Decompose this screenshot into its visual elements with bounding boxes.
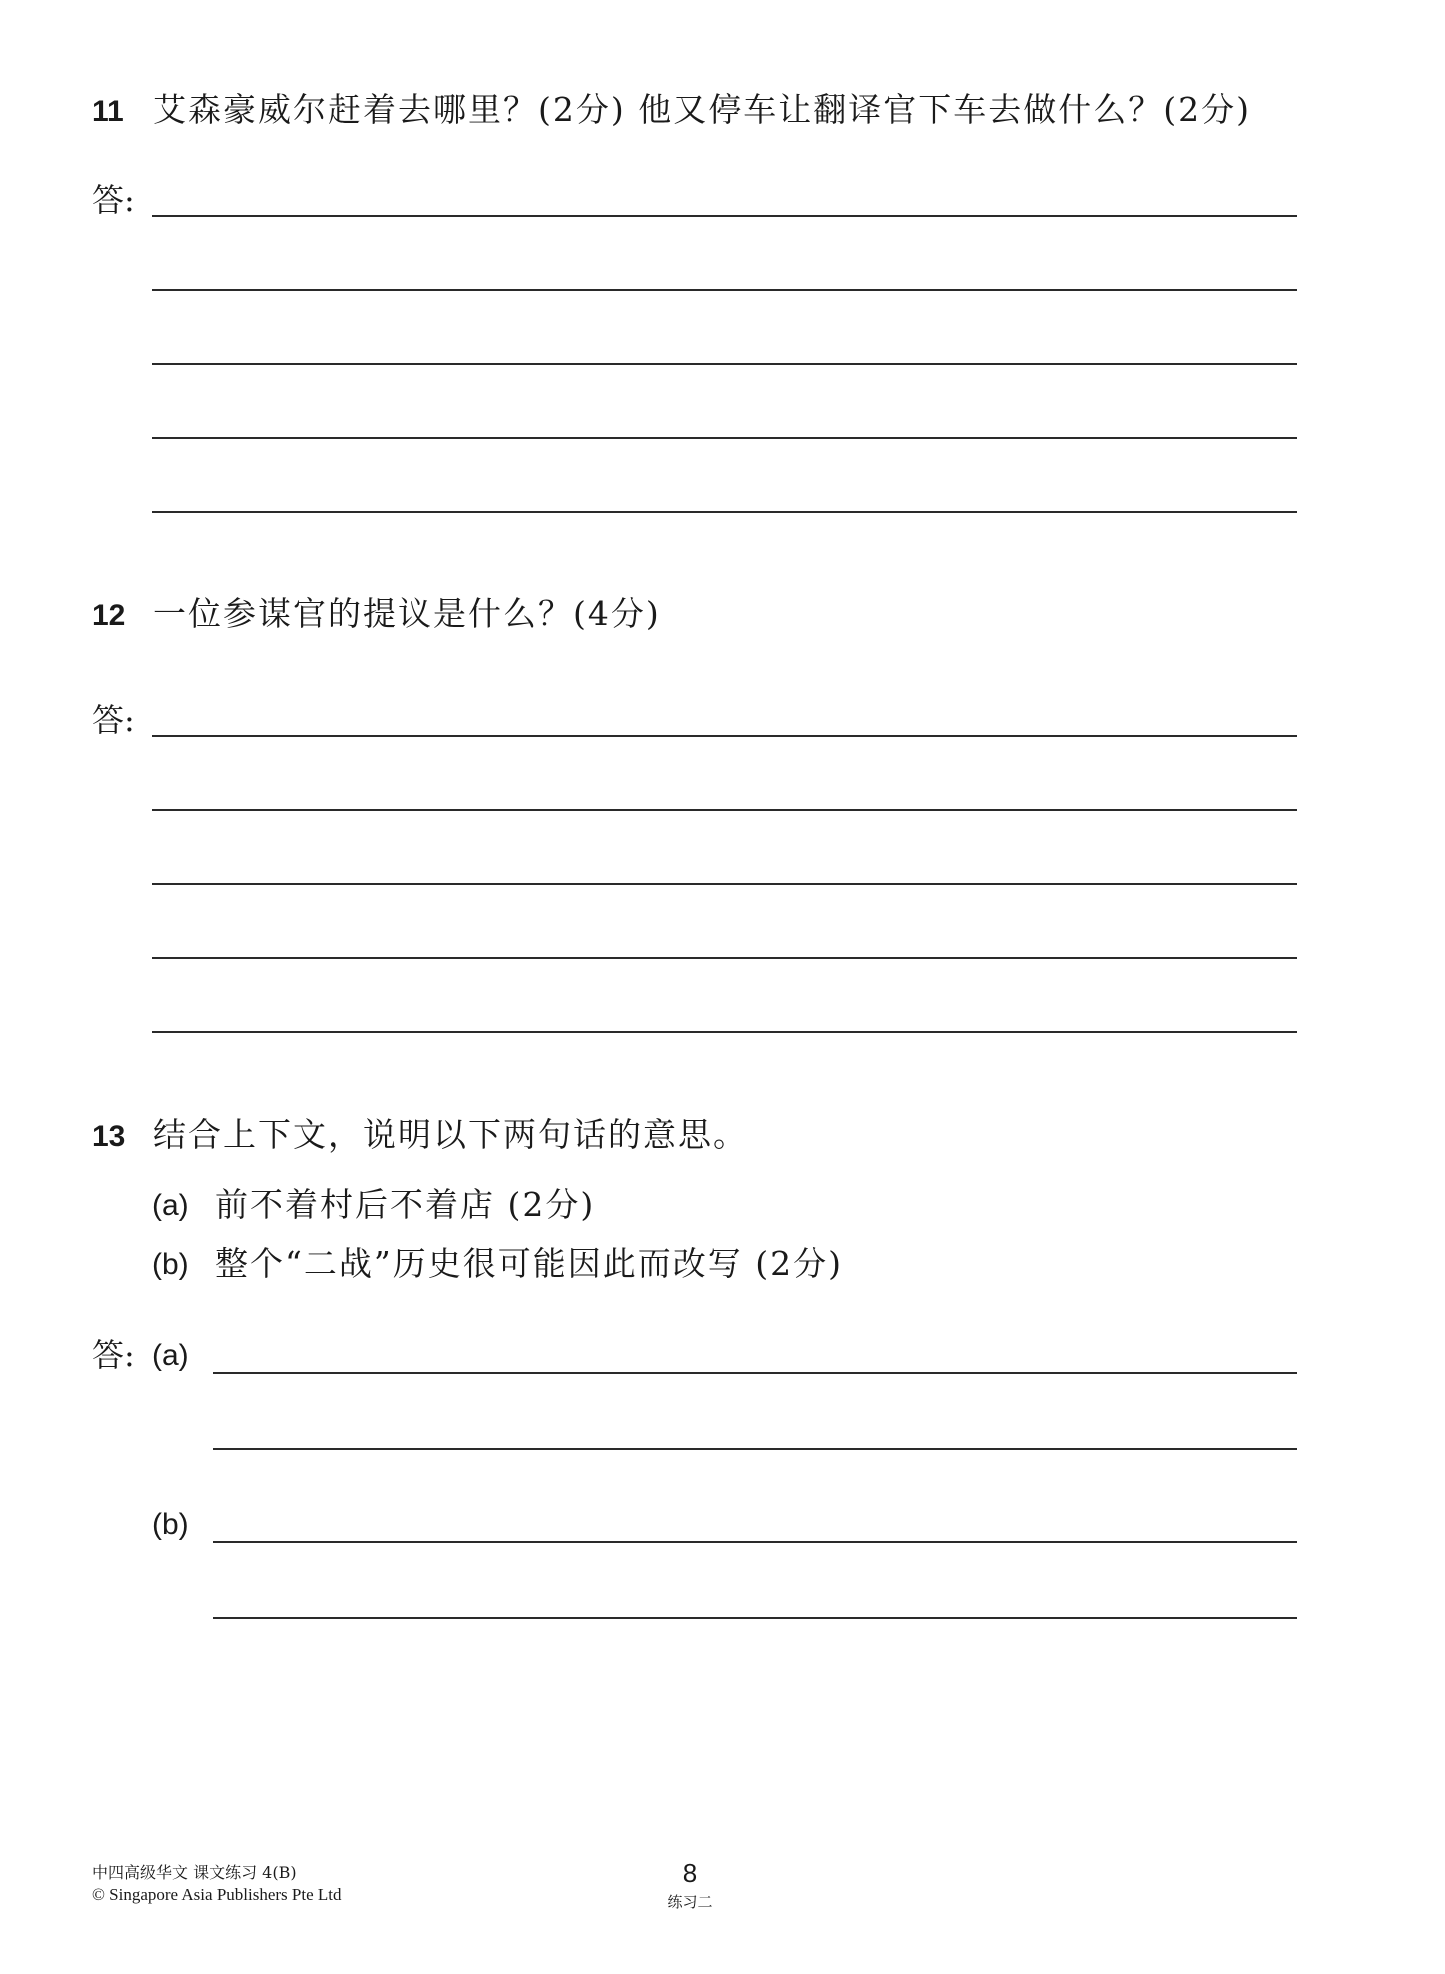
answer-line[interactable] (152, 289, 1297, 291)
answer-line[interactable] (152, 215, 1297, 217)
answer-line[interactable] (152, 1031, 1297, 1033)
answer-line[interactable] (213, 1448, 1297, 1450)
answer-line[interactable] (213, 1617, 1297, 1619)
question-text: 一位参谋官的提议是什么？(4分) (153, 594, 661, 633)
answer-label: 答: (92, 181, 135, 219)
question-text: 艾森豪威尔赶着去哪里？(2分) 他又停车让翻译官下车去做什么？(2分) (153, 90, 1251, 129)
book-series: 中四高级华文 课文练习 4(B) (92, 1863, 297, 1882)
part-a-text: 前不着村后不着店 (2分) (215, 1185, 596, 1224)
answer-part-b-label: (b) (152, 1508, 189, 1541)
section-label: 练习二 (667, 1893, 713, 1911)
question-number: 11 (92, 95, 124, 128)
answer-line[interactable] (152, 735, 1297, 737)
answer-line[interactable] (152, 957, 1297, 959)
answer-line[interactable] (152, 883, 1297, 885)
part-a-label: (a) (152, 1189, 189, 1222)
answer-label: 答: (92, 1336, 135, 1374)
answer-line[interactable] (152, 511, 1297, 513)
footer-credits (92, 1862, 342, 1906)
answer-line[interactable] (152, 437, 1297, 439)
question-text: 结合上下文，说明以下两句话的意思。 (153, 1115, 748, 1154)
copyright-notice: © Singapore Asia Publishers Pte Ltd (92, 1885, 342, 1904)
question-number: 12 (92, 599, 126, 632)
part-b-label: (b) (152, 1248, 189, 1281)
answer-line[interactable] (213, 1541, 1297, 1543)
answer-part-a-label: (a) (152, 1339, 189, 1372)
question-number: 13 (92, 1120, 126, 1153)
answer-line[interactable] (152, 363, 1297, 365)
answer-label: 答: (92, 701, 135, 739)
page-number: 8 (682, 1858, 698, 1888)
answer-line[interactable] (152, 809, 1297, 811)
answer-line[interactable] (213, 1372, 1297, 1374)
part-b-text: 整个“二战”历史很可能因此而改写 (2分) (215, 1244, 843, 1283)
